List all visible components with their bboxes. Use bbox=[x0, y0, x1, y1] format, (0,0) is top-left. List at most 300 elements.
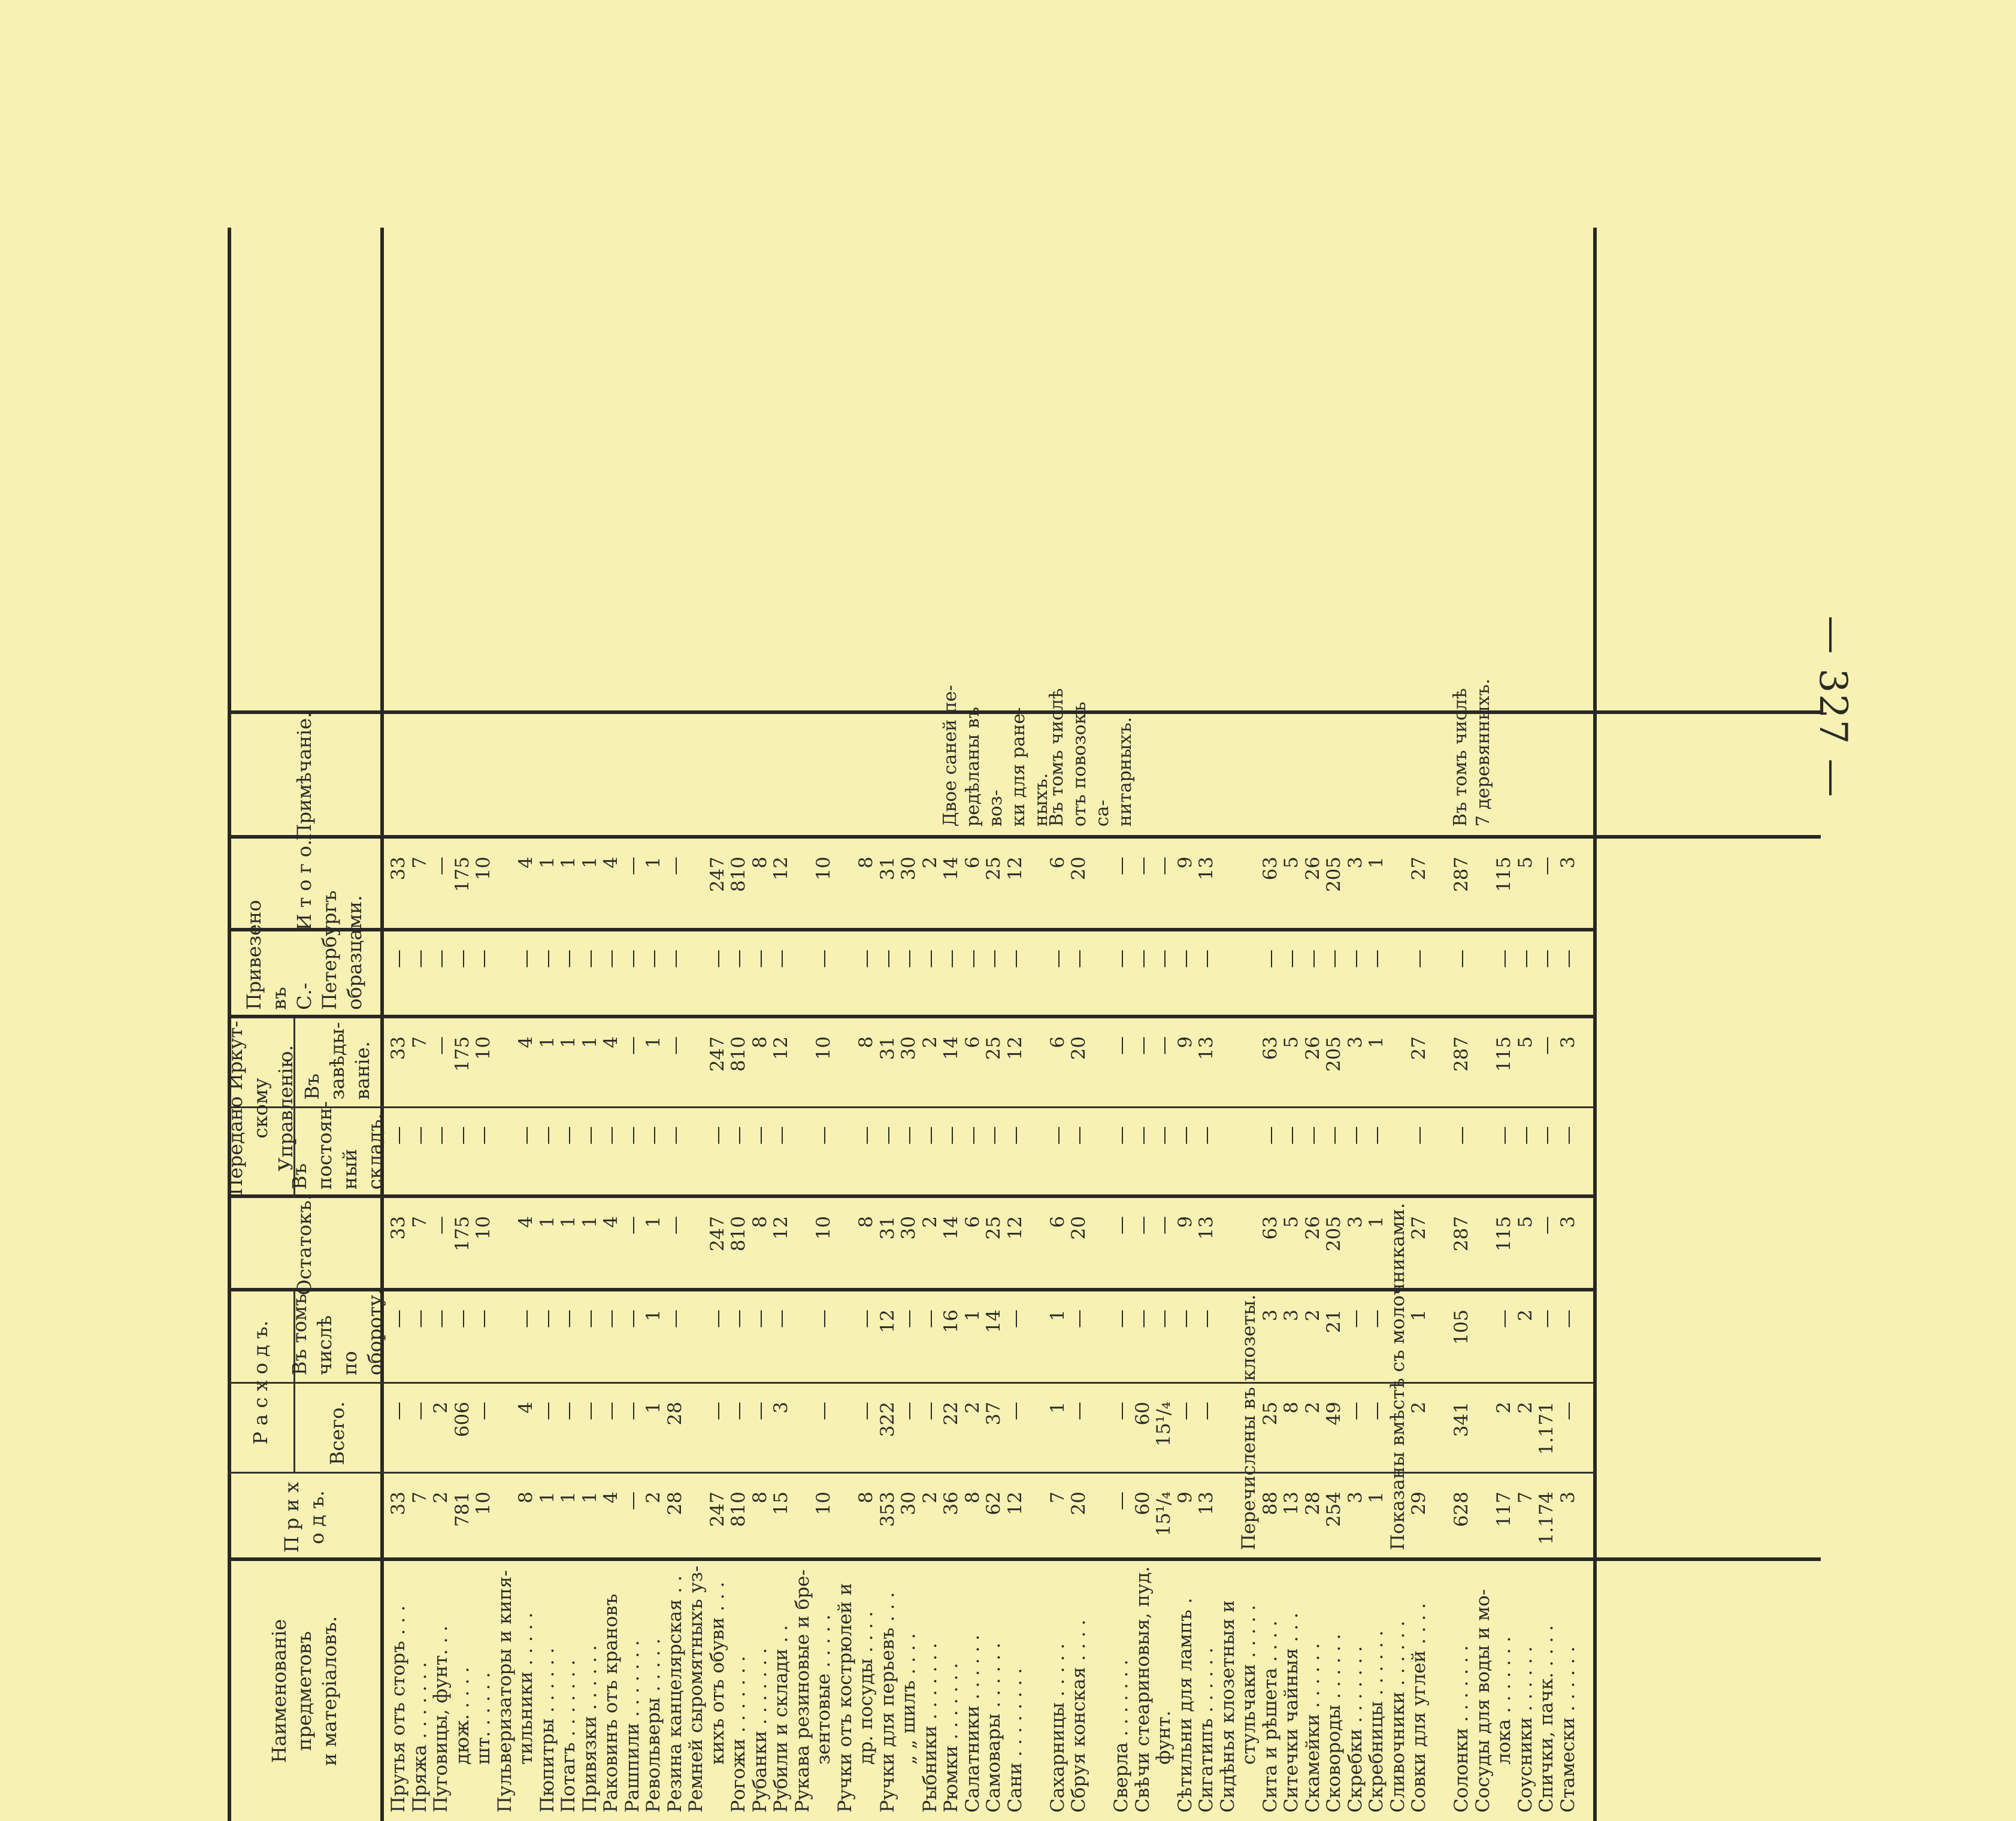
cell-total: 2 bbox=[919, 857, 941, 869]
cell-stor: — bbox=[1344, 1126, 1366, 1145]
cell-income: 7 bbox=[1514, 1492, 1536, 1504]
cell-total: 12 bbox=[1004, 857, 1026, 881]
overlay-creamers-note: Показаны вмѣстѣ съ молочниками. bbox=[1387, 1203, 1409, 1550]
row-name: Прутья отъ сторъ . . . bbox=[388, 1605, 409, 1813]
cell-mgmt: 205 bbox=[1323, 1036, 1345, 1072]
cell-total: 1 bbox=[558, 857, 579, 869]
cell-total: 10 bbox=[473, 857, 494, 881]
cell-mgmt: 4 bbox=[515, 1036, 537, 1048]
row-name: Скребки . . . . . . . bbox=[1344, 1646, 1366, 1813]
cell-brought: — bbox=[1259, 949, 1281, 968]
cell-income: 8 bbox=[855, 1492, 877, 1504]
cell-exp: 8 bbox=[1281, 1402, 1302, 1414]
row-name: Салатники . . . . . . bbox=[961, 1634, 983, 1813]
cell-exp: 25 bbox=[1259, 1402, 1281, 1426]
cell-rem: 20 bbox=[1068, 1216, 1089, 1240]
header-notes: Примѣчаніе. bbox=[292, 712, 316, 841]
cell-brought: — bbox=[1408, 949, 1430, 968]
cell-mgmt: 810 bbox=[728, 1036, 749, 1072]
cell-income: 2 bbox=[430, 1492, 452, 1504]
row-name: Скребницы . . . . . . bbox=[1366, 1630, 1387, 1813]
cell-mgmt: — bbox=[430, 1036, 452, 1055]
cell-turn: — bbox=[898, 1309, 919, 1328]
cell-total: 63 bbox=[1259, 857, 1281, 881]
cell-turn: 2 bbox=[1514, 1309, 1536, 1321]
cell-mgmt: 5 bbox=[1514, 1036, 1536, 1048]
cell-brought: — bbox=[451, 949, 473, 968]
cell-turn: — bbox=[1174, 1309, 1196, 1328]
cell-stor: — bbox=[1408, 1126, 1430, 1145]
cell-rem: 7 bbox=[408, 1216, 431, 1228]
cell-stor: — bbox=[1281, 1126, 1302, 1145]
cell-turn: 3 bbox=[1281, 1309, 1302, 1321]
cell-total: 30 bbox=[898, 857, 919, 881]
cell-exp: 1 bbox=[643, 1402, 664, 1414]
row-name: Сани . . . . . . . . bbox=[1004, 1668, 1026, 1813]
cell-rem: — bbox=[1131, 1216, 1154, 1235]
cell-brought: — bbox=[749, 949, 771, 968]
header-name: Наименованіе предметовъ и матеріаловъ. bbox=[267, 1616, 341, 1766]
cell-mgmt: 10 bbox=[813, 1036, 834, 1060]
cell-mgmt: 2 bbox=[919, 1036, 941, 1048]
cell-brought: — bbox=[1451, 949, 1472, 968]
cell-total: 5 bbox=[1514, 857, 1536, 869]
cell-rem: — bbox=[1110, 1216, 1132, 1235]
cell-income: 28 bbox=[664, 1492, 686, 1516]
cell-income: 60 bbox=[1131, 1492, 1154, 1516]
row-name: Сигатипъ . . . . . . bbox=[1195, 1647, 1217, 1813]
cell-stor: — bbox=[473, 1126, 494, 1145]
cell-exp: — bbox=[1195, 1402, 1217, 1420]
cell-exp: 2 bbox=[961, 1402, 983, 1414]
cell-income: 7 bbox=[408, 1492, 431, 1504]
row-name: Ремней сыромятныхъ уз- bbox=[685, 1565, 707, 1813]
cell-mgmt: 6 bbox=[1046, 1036, 1068, 1048]
cell-brought: — bbox=[813, 949, 834, 968]
cell-brought: — bbox=[961, 949, 983, 968]
cell-turn: — bbox=[408, 1309, 431, 1328]
cell-stor: — bbox=[961, 1126, 983, 1145]
cell-total: 14 bbox=[940, 857, 962, 881]
cell-income: 20 bbox=[1068, 1492, 1089, 1516]
cell-income: 29 bbox=[1408, 1492, 1430, 1516]
cell-exp: 341 bbox=[1451, 1402, 1472, 1438]
header-remainder: Остатокъ. bbox=[292, 1194, 316, 1296]
cell-mgmt: 14 bbox=[940, 1036, 962, 1060]
cell-total: — bbox=[1131, 857, 1154, 875]
cell-turn: 1 bbox=[643, 1309, 664, 1321]
cell-income: 117 bbox=[1493, 1492, 1515, 1527]
cell-rem: 63 bbox=[1259, 1216, 1281, 1240]
cell-rem: 1 bbox=[1366, 1216, 1387, 1228]
cell-rem: 9 bbox=[1174, 1216, 1196, 1228]
cell-brought: — bbox=[643, 949, 664, 968]
cell-income: 1.174 bbox=[1536, 1492, 1557, 1545]
cell-mgmt: 13 bbox=[1195, 1036, 1217, 1060]
cell-mgmt: 1 bbox=[558, 1036, 579, 1048]
table-bottom-rule bbox=[1593, 228, 1597, 1821]
cell-income: 10 bbox=[473, 1492, 494, 1516]
cell-turn: 1 bbox=[1408, 1309, 1430, 1321]
cell-stor: — bbox=[749, 1126, 771, 1145]
cell-mgmt: — bbox=[621, 1036, 643, 1055]
cell-rem: 1 bbox=[643, 1216, 664, 1228]
row-name: Ситечки чайныя . . . bbox=[1281, 1613, 1302, 1813]
header-total: И т о г о. bbox=[292, 839, 316, 931]
row-name: Скамейки . . . . . . bbox=[1301, 1643, 1324, 1813]
cell-brought: — bbox=[940, 949, 962, 968]
cell-mgmt: 175 bbox=[451, 1036, 473, 1072]
note-matches: Въ томъ числѣ 7 деревянныхъ. bbox=[1450, 678, 1494, 827]
row-name: Ручки для перьевъ . . . bbox=[876, 1592, 898, 1813]
cell-income: 12 bbox=[1004, 1492, 1026, 1516]
cell-income: 1 bbox=[558, 1492, 579, 1504]
cell-income: 3 bbox=[1557, 1492, 1579, 1504]
row-name: Сбруя конская . . . . bbox=[1068, 1619, 1089, 1813]
cell-brought: — bbox=[919, 949, 941, 968]
cell-brought: — bbox=[770, 949, 792, 968]
cell-total: 8 bbox=[749, 857, 771, 869]
row-name: фунт. bbox=[1153, 1710, 1175, 1765]
cell-exp: — bbox=[1004, 1402, 1026, 1420]
page-number: — 327 — bbox=[1811, 615, 1855, 798]
cell-income: 247 bbox=[706, 1492, 728, 1527]
cell-income: 1 bbox=[536, 1492, 558, 1504]
row-name: Рукава резиновые и бре- bbox=[791, 1569, 813, 1813]
cell-exp: — bbox=[1366, 1402, 1387, 1420]
cell-stor: — bbox=[451, 1126, 473, 1145]
cell-exp: — bbox=[1557, 1402, 1579, 1420]
cell-exp: 28 bbox=[664, 1402, 686, 1426]
cell-turn: 16 bbox=[940, 1309, 962, 1333]
cell-exp: 15¹/₄ bbox=[1153, 1402, 1175, 1447]
cell-turn: — bbox=[919, 1309, 941, 1328]
row-name: Привязки . . . . . . bbox=[579, 1645, 601, 1813]
cell-brought: — bbox=[1068, 949, 1089, 968]
cell-rem: 10 bbox=[813, 1216, 834, 1240]
cell-stor: — bbox=[621, 1126, 643, 1145]
cell-exp: 1 bbox=[1046, 1402, 1068, 1414]
cell-income: 4 bbox=[600, 1492, 622, 1504]
cell-exp: — bbox=[898, 1402, 919, 1420]
header-expense-total: Всего. bbox=[325, 1401, 349, 1465]
cell-income: 8 bbox=[749, 1492, 771, 1504]
cell-total: 4 bbox=[515, 857, 537, 869]
cell-exp: — bbox=[536, 1402, 558, 1420]
cell-brought: — bbox=[388, 949, 409, 968]
cell-rem: 26 bbox=[1301, 1216, 1324, 1240]
cell-brought: — bbox=[664, 949, 686, 968]
cell-turn: — bbox=[813, 1309, 834, 1328]
cell-exp: — bbox=[1174, 1402, 1196, 1420]
cell-income: 810 bbox=[728, 1492, 749, 1527]
cell-brought: — bbox=[855, 949, 877, 968]
cell-turn: — bbox=[536, 1309, 558, 1328]
cell-exp: 606 bbox=[451, 1402, 473, 1438]
cell-rem: 13 bbox=[1195, 1216, 1217, 1240]
cell-mgmt: 9 bbox=[1174, 1036, 1196, 1048]
inventory-table bbox=[224, 228, 1821, 1821]
row-name: Пюпитры . . . . . . bbox=[536, 1647, 558, 1813]
cell-turn: — bbox=[430, 1309, 452, 1328]
row-name: др. посуды . . . . bbox=[855, 1611, 877, 1765]
row-name: Рюмки . . . . . . . bbox=[940, 1663, 962, 1813]
cell-mgmt: — bbox=[1536, 1036, 1557, 1055]
row-name: Спички, пачк. . . . . bbox=[1536, 1625, 1557, 1813]
cell-brought: — bbox=[1004, 949, 1026, 968]
cell-income: 13 bbox=[1195, 1492, 1217, 1516]
cell-total: 27 bbox=[1408, 857, 1430, 881]
cell-stor: — bbox=[1195, 1126, 1217, 1145]
cell-brought: — bbox=[1131, 949, 1154, 968]
cell-total: 175 bbox=[451, 857, 473, 893]
cell-exp: — bbox=[855, 1402, 877, 1420]
cell-total: — bbox=[430, 857, 452, 875]
cell-stor: — bbox=[558, 1126, 579, 1145]
cell-mgmt: — bbox=[1153, 1036, 1175, 1055]
cell-rem: 175 bbox=[451, 1216, 473, 1252]
cell-brought: — bbox=[579, 949, 601, 968]
cell-total: 247 bbox=[706, 857, 728, 893]
cell-total: 6 bbox=[961, 857, 983, 869]
cell-exp: 2 bbox=[1408, 1402, 1430, 1414]
row-name: Резина канцелярская . . bbox=[664, 1575, 686, 1813]
cell-turn: — bbox=[1131, 1309, 1154, 1328]
cell-exp: 2 bbox=[1514, 1402, 1536, 1414]
cell-rem: 14 bbox=[940, 1216, 962, 1240]
cell-turn: 14 bbox=[983, 1309, 1004, 1333]
cell-brought: — bbox=[515, 949, 537, 968]
cell-income: 353 bbox=[876, 1492, 898, 1527]
cell-mgmt: 3 bbox=[1557, 1036, 1579, 1048]
cell-turn: — bbox=[770, 1309, 792, 1328]
cell-stor: — bbox=[664, 1126, 686, 1145]
cell-exp: 1.171 bbox=[1536, 1402, 1557, 1455]
cell-income: 628 bbox=[1451, 1492, 1472, 1527]
cell-income: 781 bbox=[451, 1492, 473, 1527]
cell-turn: — bbox=[558, 1309, 579, 1328]
cell-stor: — bbox=[1110, 1126, 1132, 1145]
cell-mgmt: 10 bbox=[473, 1036, 494, 1060]
cell-rem: 31 bbox=[876, 1216, 898, 1240]
cell-exp: — bbox=[579, 1402, 601, 1420]
cell-mgmt: 26 bbox=[1301, 1036, 1324, 1060]
cell-total: 3 bbox=[1344, 857, 1366, 869]
cell-turn: — bbox=[855, 1309, 877, 1328]
cell-income: 15 bbox=[770, 1492, 792, 1516]
cell-brought: — bbox=[430, 949, 452, 968]
cell-mgmt: 12 bbox=[1004, 1036, 1026, 1060]
cell-mgmt: — bbox=[664, 1036, 686, 1055]
cell-total: 1 bbox=[536, 857, 558, 869]
cell-total: 13 bbox=[1195, 857, 1217, 881]
cell-income: — bbox=[1110, 1492, 1132, 1510]
cell-total: 287 bbox=[1451, 857, 1472, 893]
cell-turn: 1 bbox=[961, 1309, 983, 1321]
cell-stor: — bbox=[643, 1126, 664, 1145]
cell-brought: — bbox=[408, 949, 431, 968]
cell-total: 3 bbox=[1557, 857, 1579, 869]
cell-income: 28 bbox=[1301, 1492, 1324, 1516]
cell-turn: 1 bbox=[1046, 1309, 1068, 1321]
cell-mgmt: 1 bbox=[536, 1036, 558, 1048]
row-name: Стамески . . . . . . bbox=[1557, 1646, 1579, 1813]
cell-turn: — bbox=[451, 1309, 473, 1328]
row-name: „ „ шилъ . . . . bbox=[898, 1633, 919, 1765]
cell-exp: — bbox=[1344, 1402, 1366, 1420]
row-name: Ручки отъ кострюлей и bbox=[834, 1583, 856, 1813]
cell-rem: 1 bbox=[579, 1216, 601, 1228]
cell-rem: 3 bbox=[1344, 1216, 1366, 1228]
cell-total: 31 bbox=[876, 857, 898, 881]
cell-rem: 1 bbox=[536, 1216, 558, 1228]
cell-stor: — bbox=[706, 1126, 728, 1145]
row-name: Сѣтильни для лампъ . bbox=[1174, 1598, 1196, 1813]
header-to-management: Въ завѣды- ваніе. bbox=[300, 1022, 374, 1100]
cell-total: — bbox=[1153, 857, 1175, 875]
cell-income: 8 bbox=[515, 1492, 537, 1504]
row-name: Сахарницы . . . . . bbox=[1046, 1643, 1068, 1813]
cell-income: 1 bbox=[579, 1492, 601, 1504]
row-name: Пульверизаторы и кипя- bbox=[494, 1570, 516, 1813]
cell-brought: — bbox=[536, 949, 558, 968]
cell-turn: — bbox=[1153, 1309, 1175, 1328]
cell-stor: — bbox=[388, 1126, 409, 1145]
cell-exp: 60 bbox=[1131, 1402, 1154, 1426]
cell-stor: — bbox=[600, 1126, 622, 1145]
cell-stor: — bbox=[430, 1126, 452, 1145]
cell-exp: — bbox=[749, 1402, 771, 1420]
cell-total: 5 bbox=[1281, 857, 1302, 869]
row-name: Сливочники . . . . . . bbox=[1387, 1620, 1409, 1813]
row-name: Пряжа . . . . . . . bbox=[408, 1662, 431, 1813]
cell-rem: — bbox=[430, 1216, 452, 1235]
row-name: лока . . . . . . . bbox=[1493, 1636, 1515, 1765]
row-name: тильники . . . . . bbox=[515, 1612, 537, 1765]
cell-total: 33 bbox=[388, 857, 409, 881]
cell-rem: 5 bbox=[1514, 1216, 1536, 1228]
cell-mgmt: 1 bbox=[1366, 1036, 1387, 1048]
cell-stor: — bbox=[1514, 1126, 1536, 1145]
cell-rem: 27 bbox=[1408, 1216, 1430, 1240]
cell-total: — bbox=[1536, 857, 1557, 875]
row-name: шт. . . . . . bbox=[473, 1672, 494, 1765]
cell-mgmt: 5 bbox=[1281, 1036, 1302, 1048]
cell-total: 115 bbox=[1493, 857, 1515, 893]
cell-rem: 247 bbox=[706, 1216, 728, 1252]
row-name: Рогожи . . . . . . . bbox=[728, 1656, 749, 1813]
cell-total: 26 bbox=[1301, 857, 1324, 881]
cell-mgmt: 1 bbox=[579, 1036, 601, 1048]
cell-income: 13 bbox=[1281, 1492, 1302, 1516]
cell-total: 4 bbox=[600, 857, 622, 869]
cell-income: 62 bbox=[983, 1492, 1004, 1516]
cell-mgmt: 287 bbox=[1451, 1036, 1472, 1072]
cell-rem: 115 bbox=[1493, 1216, 1515, 1252]
cell-exp: — bbox=[558, 1402, 579, 1420]
row-name: Пуговицы, фунт. . . bbox=[430, 1625, 452, 1813]
cell-rem: 205 bbox=[1323, 1216, 1345, 1252]
cell-mgmt: 20 bbox=[1068, 1036, 1089, 1060]
row-name: дюж. . . . . bbox=[451, 1666, 473, 1765]
header-brought: Привезено въ С.-Петербургъ образцами. bbox=[242, 890, 366, 1010]
cell-brought: — bbox=[1557, 949, 1579, 968]
cell-exp: 2 bbox=[1301, 1402, 1324, 1414]
cell-exp: 4 bbox=[515, 1402, 537, 1414]
overlay-toilet-note: Перечислены въ клозеты. bbox=[1238, 1294, 1260, 1550]
cell-mgmt: — bbox=[1110, 1036, 1132, 1055]
cell-exp: 2 bbox=[430, 1402, 452, 1414]
cell-stor: — bbox=[876, 1126, 898, 1145]
cell-brought: — bbox=[1536, 949, 1557, 968]
cell-rem: 10 bbox=[473, 1216, 494, 1240]
cell-stor: — bbox=[536, 1126, 558, 1145]
cell-turn: — bbox=[388, 1309, 409, 1328]
row-name: зентовые . . . . . bbox=[813, 1614, 834, 1765]
cell-stor: — bbox=[770, 1126, 792, 1145]
cell-mgmt: 8 bbox=[855, 1036, 877, 1048]
cell-exp: 37 bbox=[983, 1402, 1004, 1426]
cell-mgmt: 12 bbox=[770, 1036, 792, 1060]
cell-exp: — bbox=[388, 1402, 409, 1420]
row-name: Револьверы . . . . . bbox=[643, 1638, 664, 1813]
cell-brought: — bbox=[1195, 949, 1217, 968]
cell-turn: — bbox=[1195, 1309, 1217, 1328]
cell-exp: 322 bbox=[876, 1402, 898, 1438]
cell-mgmt: 63 bbox=[1259, 1036, 1281, 1060]
cell-brought: — bbox=[1174, 949, 1196, 968]
cell-income: 9 bbox=[1174, 1492, 1196, 1504]
cell-brought: — bbox=[1046, 949, 1068, 968]
cell-mgmt: 30 bbox=[898, 1036, 919, 1060]
cell-turn: — bbox=[706, 1309, 728, 1328]
cell-exp: — bbox=[1110, 1402, 1132, 1420]
cell-rem: 30 bbox=[898, 1216, 919, 1240]
cell-exp: 3 bbox=[770, 1402, 792, 1414]
cell-income: 36 bbox=[940, 1492, 962, 1516]
cell-stor: — bbox=[1323, 1126, 1345, 1145]
cell-rem: — bbox=[1153, 1216, 1175, 1235]
cell-mgmt: 247 bbox=[706, 1036, 728, 1072]
cell-mgmt: 7 bbox=[408, 1036, 431, 1048]
cell-stor: — bbox=[983, 1126, 1004, 1145]
cell-turn: — bbox=[1557, 1309, 1579, 1328]
cell-turn: — bbox=[1493, 1309, 1515, 1328]
cell-stor: — bbox=[919, 1126, 941, 1145]
note-harness: Въ томъ числѣ отъ повозокъ са- нитарныхъ. bbox=[1046, 688, 1136, 827]
cell-income: 254 bbox=[1323, 1492, 1345, 1527]
row-name: Рыбники . . . . . . . bbox=[919, 1642, 941, 1813]
row-name: Самовары . . . . . . bbox=[983, 1642, 1004, 1813]
col-rule-total bbox=[228, 835, 1821, 839]
cell-total: — bbox=[664, 857, 686, 875]
cell-income: — bbox=[621, 1492, 643, 1510]
cell-turn: 21 bbox=[1323, 1309, 1345, 1333]
cell-turn: 12 bbox=[876, 1309, 898, 1333]
cell-turn: — bbox=[579, 1309, 601, 1328]
cell-income: 2 bbox=[919, 1492, 941, 1504]
cell-total: 12 bbox=[770, 857, 792, 881]
cell-brought: — bbox=[621, 949, 643, 968]
cell-rem: — bbox=[621, 1216, 643, 1235]
row-name: Раковинъ отъ крановъ bbox=[600, 1593, 622, 1813]
cell-turn: — bbox=[1110, 1309, 1132, 1328]
cell-rem: 33 bbox=[388, 1216, 409, 1240]
cell-total: 20 bbox=[1068, 857, 1089, 881]
cell-income: 2 bbox=[643, 1492, 664, 1504]
cell-stor: — bbox=[1174, 1126, 1196, 1145]
cell-stor: — bbox=[1301, 1126, 1324, 1145]
